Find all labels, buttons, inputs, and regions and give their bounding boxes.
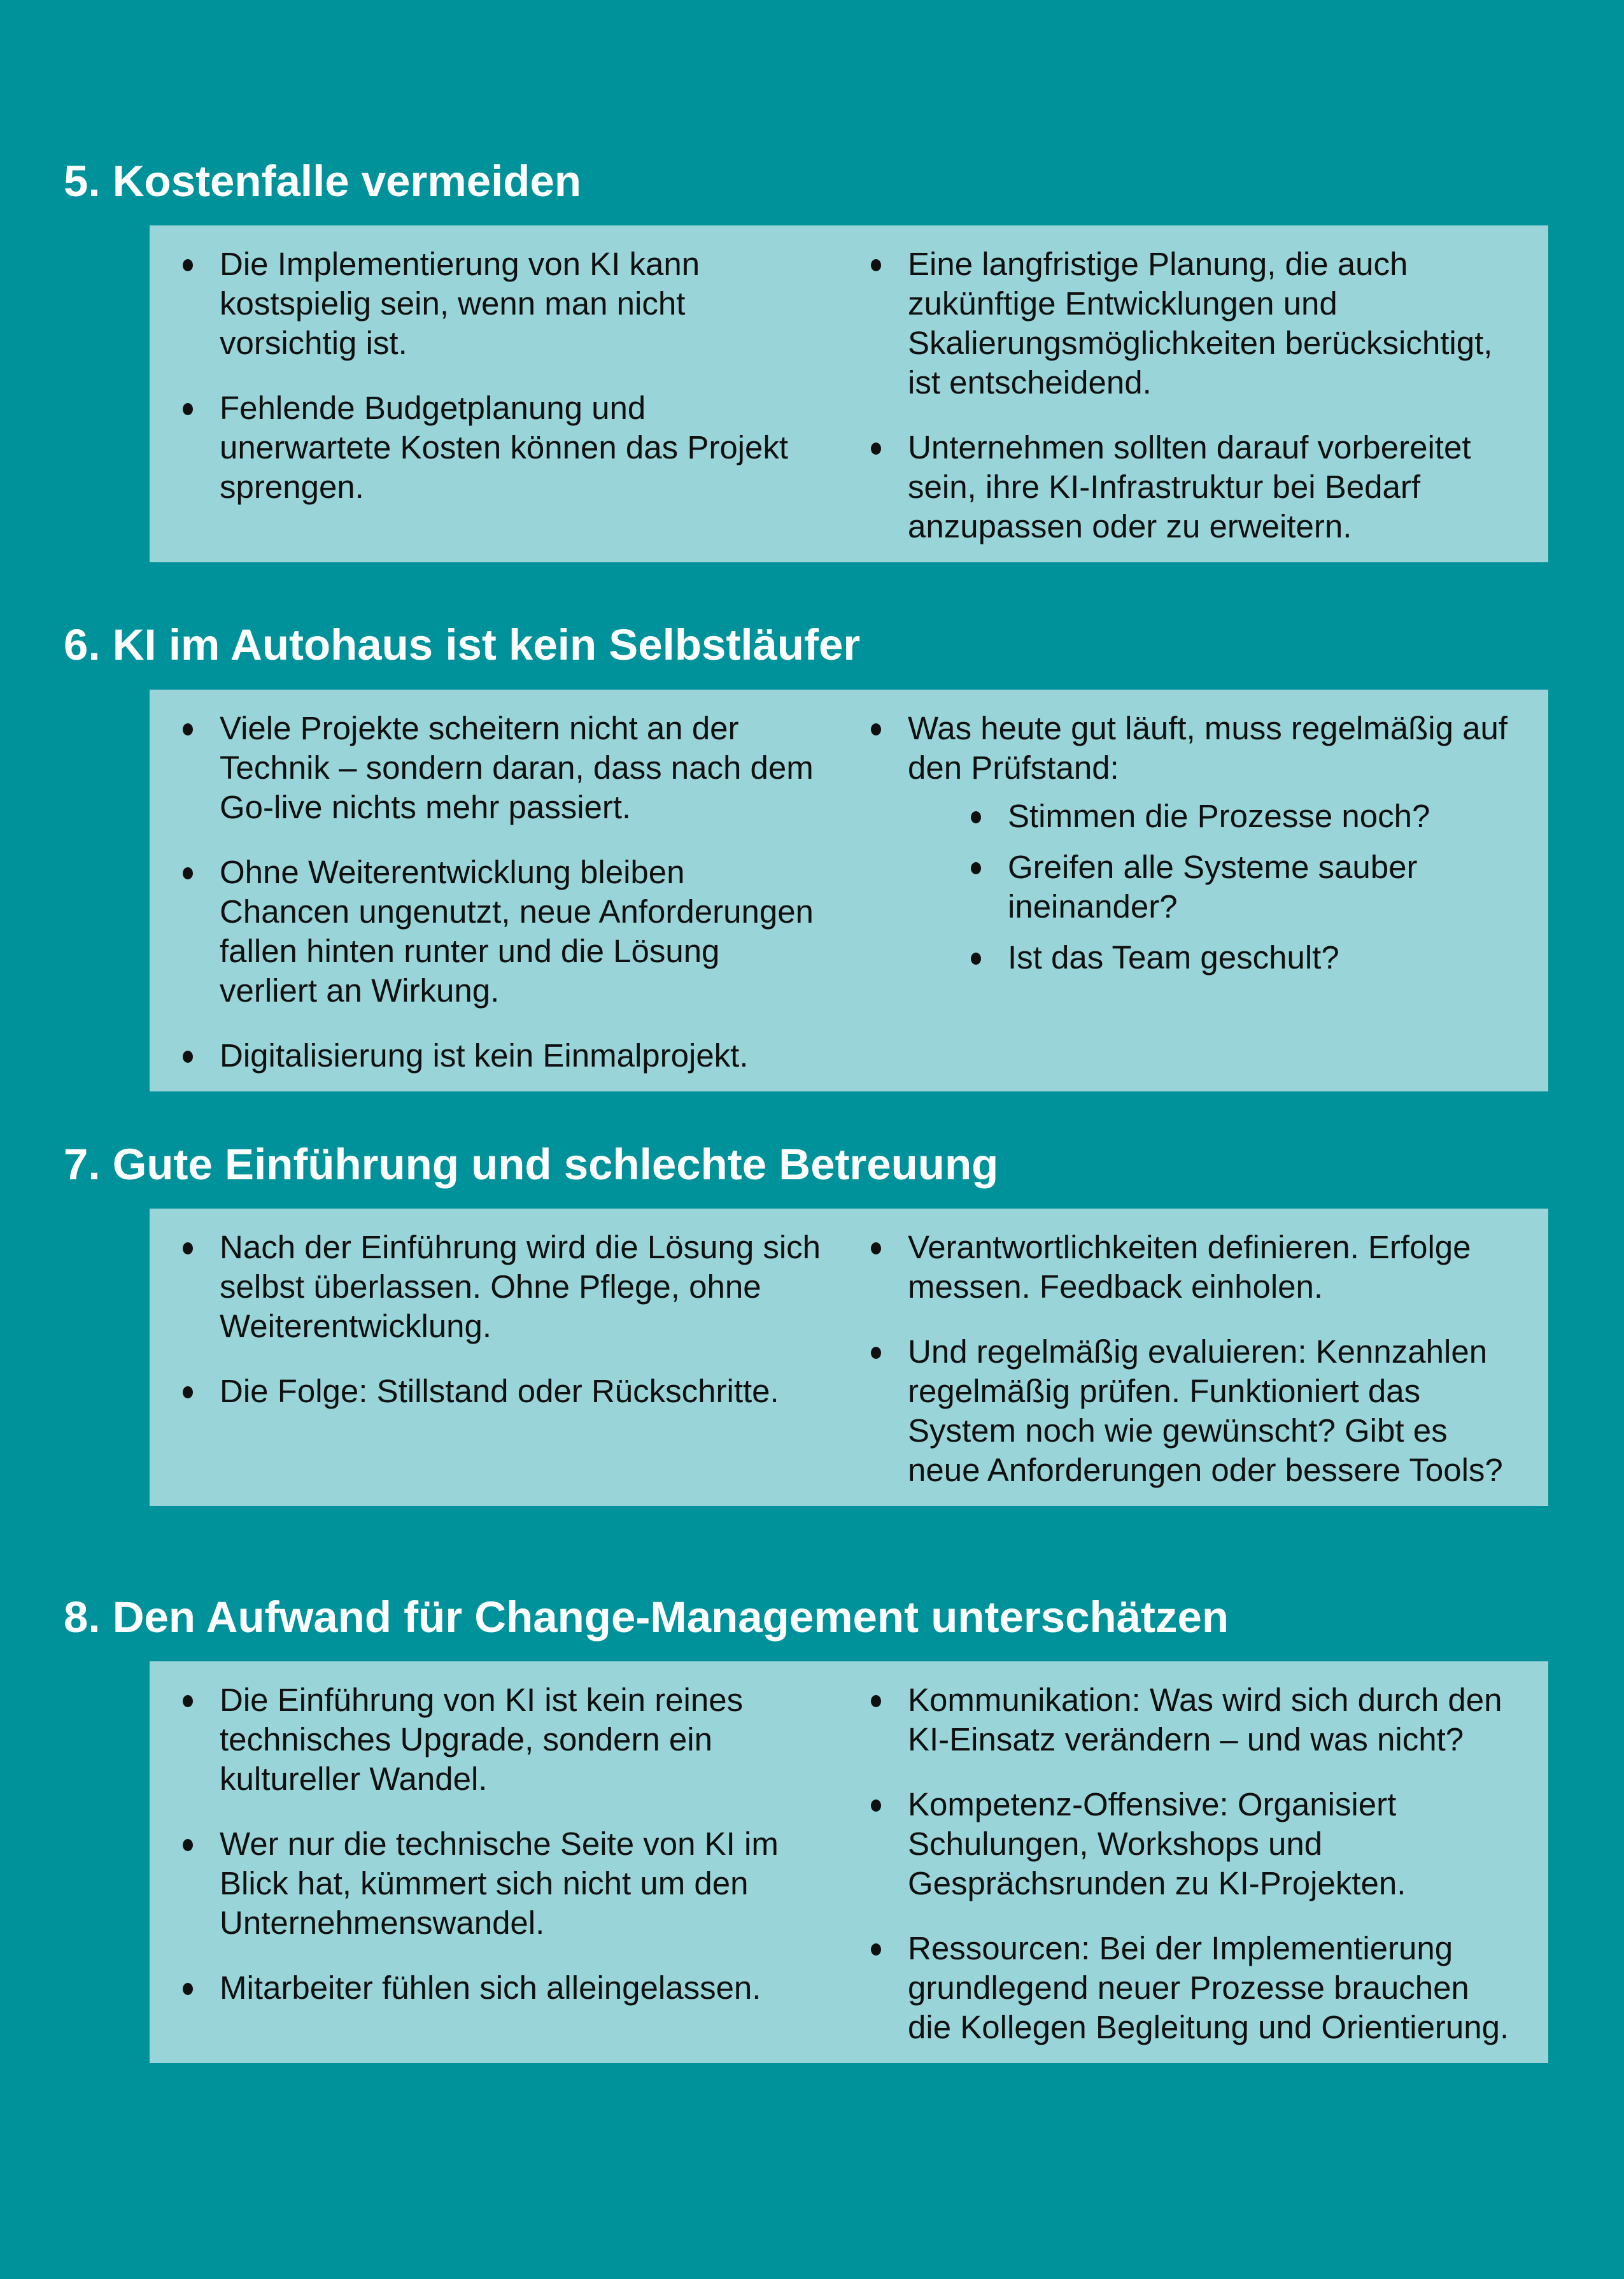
bullet-text: Und regelmäßig evaluieren: Kennzahlen regelmäßig prüfen. Funktioniert das System noch wie gewünscht? Gibt es neue Anforderungen oder bessere Tools? — [908, 1333, 1503, 1489]
section-7-bullet-list-right — [866, 1228, 1510, 1490]
section-6-box — [150, 690, 1548, 1091]
bullet-dot-icon — [183, 1242, 193, 1254]
bullet-dot-icon — [871, 1943, 881, 1956]
bullet-item — [866, 1680, 1510, 1759]
bullet-text: Die Folge: Stillstand oder Rückschritte. — [220, 1373, 779, 1410]
bullet-dot-icon — [183, 1839, 193, 1851]
bullet-item — [178, 1680, 822, 1799]
bullet-dot-icon — [183, 259, 193, 271]
bullet-text: Kompetenz-Offensive: Organisiert Schulungen, Workshops und Gesprächsrunden zu KI-Projekten. — [908, 1786, 1406, 1902]
bullet-dot-icon — [183, 1695, 193, 1707]
bullet-text: Unternehmen sollten darauf vorbereitet sein, ihre KI-Infrastruktur bei Bedarf anzupassen oder zu erweitern. — [908, 429, 1471, 545]
bullet-item — [178, 709, 822, 827]
bullet-dot-icon — [183, 1051, 193, 1063]
bullet-text: Stimmen die Prozesse noch? — [1008, 797, 1430, 834]
bullet-text: Die Einführung von KI ist kein reines technisches Upgrade, sondern ein kultureller Wandel. — [220, 1682, 744, 1798]
section-6-bullet-list-right — [866, 709, 1510, 977]
section-8-bullet-list-right — [866, 1680, 1510, 2047]
section-8-heading: 8. Den Aufwand für Change-Management unterschätzen — [64, 1593, 1229, 1642]
bullet-text: Nach der Einführung wird die Lösung sich selbst überlassen. Ohne Pflege, ohne Weiterentwicklung. — [220, 1229, 821, 1345]
bullet-item — [866, 245, 1510, 402]
section-7-heading: 7. Gute Einführung und schlechte Betreuung — [64, 1139, 999, 1189]
bullet-text: Was heute gut läuft, muss regelmäßig auf den Prüfstand: — [908, 709, 1508, 786]
bullet-text: Fehlende Budgetplanung und unerwartete Kosten können das Projekt sprengen. — [220, 390, 789, 506]
bullet-dot-icon — [871, 1242, 881, 1254]
section-5-bullet-list-left — [178, 245, 822, 507]
section-6-selbstlaeufer — [64, 620, 1548, 1091]
section-5-box — [150, 225, 1548, 562]
sub-bullet-item — [966, 797, 1510, 836]
bullet-item — [866, 1785, 1510, 1903]
bullet-dot-icon — [183, 1386, 193, 1398]
section-6-sub-bullet-list — [966, 797, 1510, 977]
bullet-dot-icon — [971, 953, 981, 965]
bullet-item — [866, 709, 1510, 977]
bullet-text: Digitalisierung ist kein Einmalprojekt. — [220, 1037, 749, 1074]
section-7-betreuung — [64, 1139, 1548, 1506]
bullet-dot-icon — [871, 443, 881, 455]
section-5-heading: 5. Kostenfalle vermeiden — [64, 157, 581, 206]
section-8-bullet-list-left — [178, 1680, 822, 2008]
bullet-dot-icon — [183, 403, 193, 415]
bullet-dot-icon — [871, 1695, 881, 1707]
bullet-dot-icon — [971, 862, 981, 874]
section-7-bullet-list-left — [178, 1228, 822, 1411]
bullet-text: Kommunikation: Was wird sich durch den KI-Einsatz verändern – und was nicht? — [908, 1682, 1502, 1758]
section-6-bullet-list-left — [178, 709, 822, 1076]
bullet-dot-icon — [183, 867, 193, 879]
bullet-item — [178, 388, 822, 507]
bullet-item — [866, 428, 1510, 546]
bullet-item — [178, 1372, 822, 1411]
bullet-text: Ressourcen: Bei der Implementierung grundlegend neuer Prozesse brauchen die Kollegen Begleitung und Orientierung. — [908, 1930, 1509, 2046]
bullet-dot-icon — [871, 723, 881, 735]
bullet-item — [178, 1036, 822, 1076]
bullet-dot-icon — [183, 723, 193, 735]
bullet-text: Ist das Team geschult? — [1008, 939, 1339, 976]
bullet-item — [866, 1332, 1510, 1490]
section-6-heading: 6. KI im Autohaus ist kein Selbstläufer — [64, 620, 861, 670]
bullet-dot-icon — [871, 1800, 881, 1812]
bullet-item — [178, 1824, 822, 1943]
bullet-text: Viele Projekte scheitern nicht an der Technik – sondern daran, dass nach dem Go-live nichts mehr passiert. — [220, 709, 814, 825]
bullet-item — [178, 1228, 822, 1346]
bullet-item — [866, 1929, 1510, 2047]
section-8-change-management — [64, 1592, 1548, 2063]
section-7-box — [150, 1209, 1548, 1506]
bullet-item — [866, 1228, 1510, 1307]
section-8-box — [150, 1661, 1548, 2063]
bullet-item — [178, 1968, 822, 2008]
sub-bullet-item — [966, 938, 1510, 977]
bullet-text: Wer nur die technische Seite von KI im Blick hat, kümmert sich nicht um den Unternehmenswandel. — [220, 1826, 779, 1942]
bullet-text: Greifen alle Systeme sauber ineinander? — [1008, 848, 1418, 925]
bullet-dot-icon — [971, 811, 981, 823]
bullet-item — [178, 245, 822, 363]
bullet-dot-icon — [183, 1983, 193, 1995]
bullet-text: Die Implementierung von KI kann kostspielig sein, wenn man nicht vorsichtig ist. — [220, 246, 700, 362]
bullet-text: Mitarbeiter fühlen sich alleingelassen. — [220, 1970, 761, 2006]
bullet-text: Eine langfristige Planung, die auch zukünftige Entwicklungen und Skalierungsmöglichkeiten berücksichtigt, ist entscheidend. — [908, 246, 1493, 401]
section-5-bullet-list-right — [866, 245, 1510, 546]
bullet-dot-icon — [871, 259, 881, 271]
bullet-text: Verantwortlichkeiten definieren. Erfolge messen. Feedback einholen. — [908, 1229, 1471, 1305]
sub-bullet-item — [966, 848, 1510, 927]
bullet-text: Ohne Weiterentwicklung bleiben Chancen ungenutzt, neue Anforderungen fallen hinten runter und die Lösung verliert an Wirkung. — [220, 853, 814, 1009]
bullet-item — [178, 853, 822, 1011]
section-5-kostenfalle — [64, 156, 1548, 562]
bullet-dot-icon — [871, 1347, 881, 1359]
